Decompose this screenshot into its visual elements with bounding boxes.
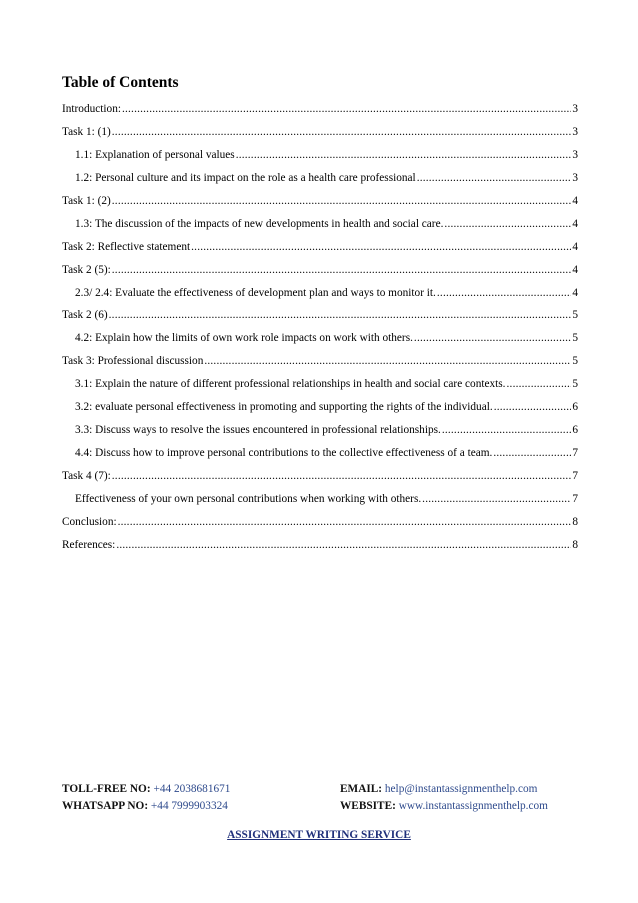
footer-row-2 <box>62 800 582 817</box>
toc-entry-label: Task 3: Professional discussion <box>62 355 204 368</box>
toc-entry[interactable] <box>62 218 578 241</box>
toc-page-number: 4 <box>572 286 578 299</box>
toc-entry[interactable] <box>62 401 578 424</box>
toc-dot-leader <box>414 332 571 344</box>
email-label: EMAIL: <box>340 783 383 795</box>
toc-entry-label: References: <box>62 538 116 551</box>
toc-dot-leader <box>494 401 572 413</box>
toc-entry-label: Task 2: Reflective statement <box>62 240 191 253</box>
toc-entry[interactable] <box>62 516 578 539</box>
toc-entry[interactable] <box>62 241 578 264</box>
toc-dot-leader <box>422 493 571 505</box>
toc-entry[interactable] <box>62 149 578 172</box>
toc-entry-label: 3.1: Explain the nature of different professional relationships in health and social care contexts. <box>75 378 506 391</box>
toc-dot-leader <box>118 516 572 528</box>
email-link[interactable]: help@instantassignmenthelp.com <box>384 783 538 795</box>
service-link[interactable]: ASSIGNMENT WRITING SERVICE <box>227 829 411 841</box>
toc-entry[interactable] <box>62 195 578 218</box>
website-label: WEBSITE: <box>340 800 396 812</box>
table-of-contents <box>62 103 578 562</box>
toc-page-number: 3 <box>572 148 578 161</box>
toc-entry-label: 3.2: evaluate personal effectiveness in promoting and supporting the rights of the individual. <box>75 401 493 414</box>
toc-entry-label: Task 1: (1) <box>62 125 111 138</box>
toc-entry[interactable] <box>62 103 578 126</box>
toc-page-number: 3 <box>572 125 578 138</box>
toc-page-number: 8 <box>572 515 578 528</box>
toc-entry[interactable] <box>62 126 578 149</box>
toc-entry[interactable] <box>62 264 578 287</box>
toc-dot-leader <box>191 241 571 253</box>
website-link[interactable]: www.instantassignmenthelp.com <box>398 800 548 812</box>
whatsapp-label: WHATSAPP NO: <box>62 800 149 812</box>
toc-page-number: 6 <box>572 424 578 437</box>
toc-dot-leader <box>112 264 572 276</box>
toc-dot-leader <box>112 195 572 207</box>
toc-entry[interactable] <box>62 355 578 378</box>
toc-entry[interactable] <box>62 493 578 516</box>
toc-page-number: 5 <box>572 355 578 368</box>
toc-page-number: 3 <box>572 103 578 115</box>
toc-entry-label: 4.2: Explain how the limits of own work role impacts on work with others. <box>75 332 413 345</box>
toc-entry-label: 4.4: Discuss how to improve personal contributions to the collective effectiveness of a team. <box>75 447 493 460</box>
whatsapp-number[interactable]: +44 7999903324 <box>150 800 228 812</box>
toc-entry[interactable] <box>62 424 578 447</box>
toc-entry[interactable] <box>62 378 578 401</box>
tollfree-number[interactable]: +44 2038681671 <box>153 783 231 795</box>
toc-entry-label: Conclusion: <box>62 515 117 528</box>
toc-entry-label: Task 1: (2) <box>62 194 111 207</box>
toc-page-number: 7 <box>572 492 578 505</box>
toc-page-number: 5 <box>572 332 578 345</box>
toc-title: Table of Contents <box>62 74 179 91</box>
toc-dot-leader <box>493 447 571 459</box>
toc-dot-leader <box>204 355 571 367</box>
email-block <box>340 783 582 800</box>
website-block <box>340 800 582 817</box>
toc-entry-label: 1.1: Explanation of personal values <box>75 148 235 161</box>
tollfree-label: TOLL-FREE NO: <box>62 783 151 795</box>
toc-dot-leader <box>507 378 572 390</box>
toc-entry-label: 3.3: Discuss ways to resolve the issues encountered in professional relationships. <box>75 424 441 437</box>
toc-page-number: 3 <box>572 171 578 184</box>
toc-dot-leader <box>236 149 572 161</box>
toc-entry-label: Task 2 (5): <box>62 263 111 276</box>
toc-dot-leader <box>112 470 572 482</box>
toc-dot-leader <box>417 172 572 184</box>
toc-page-number: 4 <box>572 194 578 207</box>
toc-entry[interactable] <box>62 309 578 332</box>
contact-footer <box>62 783 582 817</box>
toc-entry-label: Effectiveness of your own personal contributions when working with others. <box>75 492 422 505</box>
toc-entry[interactable] <box>62 447 578 470</box>
toc-page-number: 6 <box>572 401 578 414</box>
toc-entry[interactable] <box>62 470 578 493</box>
toc-page-number: 8 <box>572 538 578 551</box>
toc-dot-leader <box>442 424 572 436</box>
toc-entry-label: 1.3: The discussion of the impacts of new developments in health and social care. <box>75 217 444 230</box>
toc-dot-leader <box>112 126 572 138</box>
toc-page-number: 4 <box>572 263 578 276</box>
tollfree-block <box>62 783 340 800</box>
toc-dot-leader <box>444 218 571 230</box>
toc-entry-label: Task 4 (7): <box>62 470 111 482</box>
toc-page-number: 4 <box>572 217 578 230</box>
toc-entry[interactable] <box>62 287 578 310</box>
whatsapp-block <box>62 800 340 817</box>
toc-page-number: 5 <box>572 309 578 322</box>
toc-page-number: 7 <box>572 447 578 460</box>
toc-dot-leader <box>116 539 571 551</box>
toc-entry-label: Introduction: <box>62 103 121 115</box>
toc-entry-label: 2.3/ 2.4: Evaluate the effectiveness of development plan and ways to monitor it. <box>75 286 436 299</box>
toc-entry-label: 1.2: Personal culture and its impact on the role as a health care professional <box>75 171 416 184</box>
toc-entry[interactable] <box>62 539 578 562</box>
toc-dot-leader <box>122 103 571 115</box>
footer-row-1 <box>62 783 582 800</box>
toc-dot-leader <box>109 309 572 321</box>
toc-page-number: 5 <box>572 378 578 391</box>
toc-dot-leader <box>437 287 571 299</box>
toc-entry-label: Task 2 (6) <box>62 309 108 322</box>
toc-page-number: 4 <box>572 240 578 253</box>
toc-entry[interactable] <box>62 332 578 355</box>
toc-entry[interactable] <box>62 172 578 195</box>
toc-page-number: 7 <box>572 470 578 482</box>
service-banner <box>0 829 638 841</box>
